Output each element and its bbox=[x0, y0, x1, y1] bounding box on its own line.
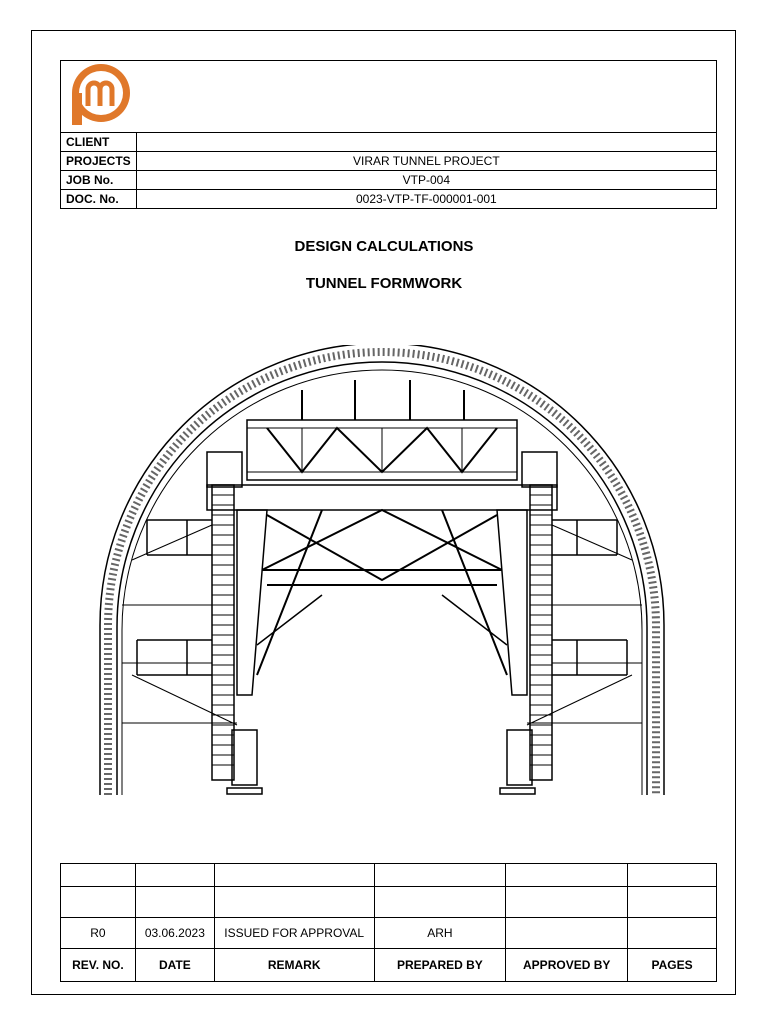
date-header: DATE bbox=[135, 949, 214, 982]
prepared-by-header: PREPARED BY bbox=[374, 949, 506, 982]
revision-header-row bbox=[61, 949, 717, 982]
remark-cell: ISSUED FOR APPROVAL bbox=[214, 918, 374, 949]
document-subtitle: TUNNEL FORMWORK bbox=[305, 275, 463, 292]
revision-row bbox=[61, 918, 717, 949]
company-logo-icon bbox=[61, 61, 141, 129]
header-row-projects bbox=[61, 152, 717, 171]
tunnel-formwork-drawing bbox=[92, 345, 672, 800]
doc-value: 0023-VTP-TF-000001-001 bbox=[136, 190, 716, 209]
pages-header: PAGES bbox=[628, 949, 717, 982]
date-cell: 03.06.2023 bbox=[135, 918, 214, 949]
rev-no-cell: R0 bbox=[61, 918, 136, 949]
doc-label: DOC. No. bbox=[61, 190, 137, 209]
header-row-doc bbox=[61, 190, 717, 209]
header-table bbox=[60, 60, 717, 209]
projects-value: VIRAR TUNNEL PROJECT bbox=[136, 152, 716, 171]
job-value: VTP-004 bbox=[136, 171, 716, 190]
header-row-client bbox=[61, 133, 717, 152]
client-label: CLIENT bbox=[61, 133, 137, 152]
approved-by-cell bbox=[506, 918, 628, 949]
header-row-job bbox=[61, 171, 717, 190]
revision-row-empty bbox=[61, 887, 717, 918]
approved-by-header: APPROVED BY bbox=[506, 949, 628, 982]
job-label: JOB No. bbox=[61, 171, 137, 190]
remark-header: REMARK bbox=[214, 949, 374, 982]
client-value bbox=[136, 133, 716, 152]
revision-table bbox=[60, 863, 717, 982]
logo-cell bbox=[61, 61, 717, 133]
rev-no-header: REV. NO. bbox=[61, 949, 136, 982]
revision-row-empty bbox=[61, 864, 717, 887]
document-title: DESIGN CALCULATIONS bbox=[294, 238, 474, 255]
projects-label: PROJECTS bbox=[61, 152, 137, 171]
prepared-by-cell: ARH bbox=[374, 918, 506, 949]
pages-cell bbox=[628, 918, 717, 949]
